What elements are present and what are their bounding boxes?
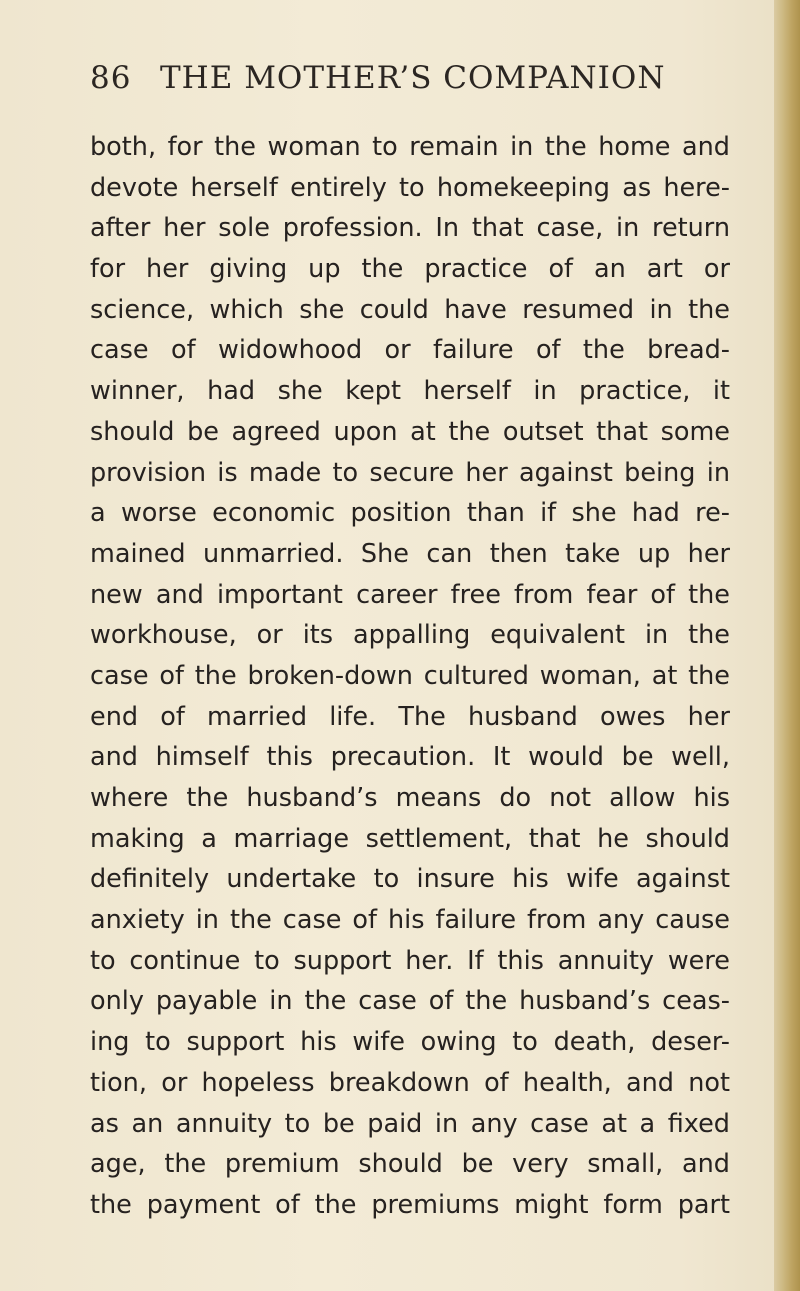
page-number: 86	[90, 60, 132, 96]
text-line: as an annuity to be paid in any case at a fixed	[90, 1108, 730, 1139]
page-edge-shadow	[774, 0, 800, 1291]
text-line: end of married life. The husband owes her	[90, 701, 730, 732]
text-line: provision is made to secure her against being in	[90, 457, 730, 488]
text-line: age, the premium should be very small, and	[90, 1149, 730, 1180]
text-line: tion, or hopeless breakdown of health, and not	[90, 1067, 730, 1098]
text-line: devote herself entirely to homekeeping as here-	[90, 172, 730, 203]
text-line: for her giving up the practice of an art or	[90, 254, 730, 285]
text-line: and himself this precaution. It would be well,	[90, 742, 730, 773]
text-line: where the husband’s means do not allow his	[90, 783, 730, 813]
text-line: ing to support his wife owing to death, deser-	[90, 1027, 730, 1058]
running-title: THE MOTHER’S COMPANION	[160, 60, 666, 96]
body-paragraph	[90, 127, 730, 1226]
text-line: new and important career free from fear of the	[90, 579, 730, 610]
text-line: winner, had she kept herself in practice, it	[90, 376, 730, 407]
text-line: after her sole profession. In that case, in return	[90, 213, 730, 244]
text-line: mained unmarried. She can then take up her	[90, 538, 730, 569]
text-line: a worse economic position than if she had re-	[90, 498, 730, 529]
text-line: science, which she could have resumed in the	[90, 294, 730, 325]
text-line: only payable in the case of the husband’s ceas-	[90, 986, 730, 1017]
text-line: case of the broken-down cultured woman, at the	[90, 660, 730, 691]
text-line: anxiety in the case of his failure from any cause	[90, 905, 730, 936]
text-line: making a marriage settlement, that he should	[90, 823, 730, 854]
text-line: to continue to support her. If this annuity were	[90, 945, 730, 976]
text-line: the payment of the premiums might form part	[90, 1189, 730, 1220]
text-line: both, for the woman to remain in the home and	[90, 132, 730, 162]
text-line: case of widowhood or failure of the bread-	[90, 335, 730, 366]
running-header	[90, 60, 690, 104]
text-line: definitely undertake to insure his wife against	[90, 864, 730, 895]
text-line: workhouse, or its appalling equivalent in the	[90, 620, 730, 651]
text-line: should be agreed upon at the outset that some	[90, 416, 730, 447]
